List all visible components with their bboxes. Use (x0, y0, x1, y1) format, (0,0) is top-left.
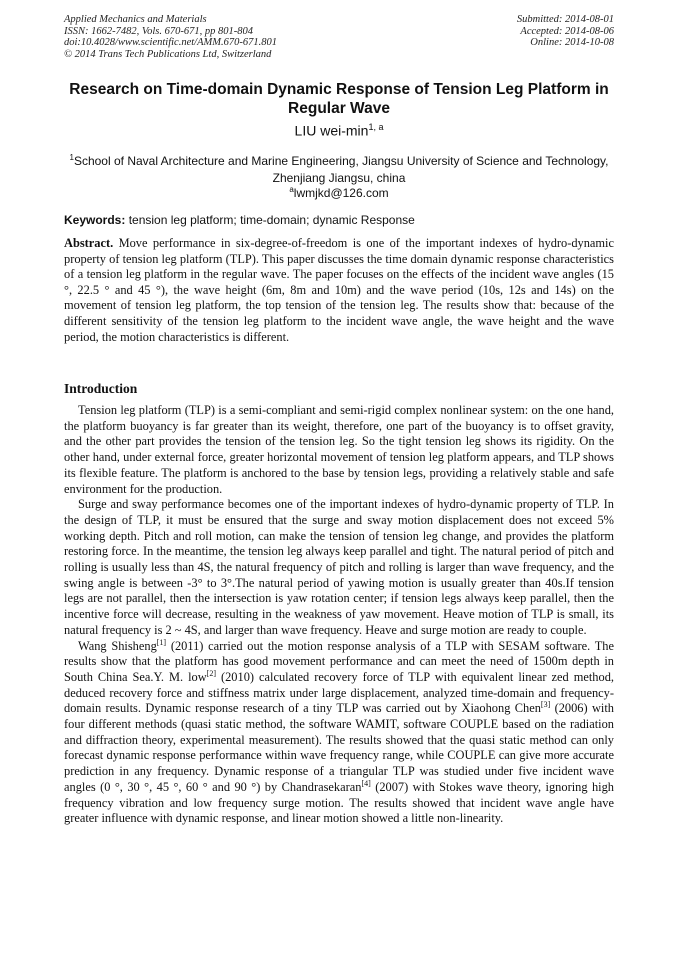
journal-name: Applied Mechanics and Materials (64, 14, 207, 25)
paper-title: Research on Time-domain Dynamic Response of Tension Leg Platform in Regular Wave (69, 81, 609, 117)
author-name: LIU wei-min (294, 122, 369, 139)
doi-line: doi:10.4028/www.scientific.net/AMM.670-671.801 (64, 37, 277, 48)
email-line (0, 185, 678, 200)
introduction-body (64, 403, 614, 827)
intro-paragraph-1: Tension leg platform (TLP) is a semi-compliant and semi-rigid complex nonlinear system: on the one hand, the platform buoyancy is far greater than its weight, therefore, one part of the buoyancy is to offset gravity, and the other part provides the tension of the tension leg. So the tight tension leg shows its rigidity. On the other hand, under external force, greater horizontal movement of tension leg platform appears, and TLP shows its flexible feature. The platform is anchored to the base by tension legs, providing a relatively stable and safe environment for the production. (64, 403, 614, 496)
issn-line: ISSN: 1662-7482, Vols. 670-671, pp 801-804 (64, 25, 253, 37)
affiliation-text: School of Naval Architecture and Marine Engineering, Jiangsu University of Science and Technology, Zhenjiang Jiangsu, china (73, 154, 609, 185)
citation-1: [1] (156, 637, 167, 647)
p3-text-a: Wang Shisheng (78, 638, 157, 653)
email-address: lwmjkd@126.com (293, 186, 389, 200)
p3-text-d: (2006) with four different methods (quasi static method, the software WAMIT, software COUPLE based on the radiation and diffraction theory, experimental measurement). The results showed that the quasi static method can only forecast dynamic response performance within wave frequency range, while COUPLE can give more accurate prediction in any frequency. Dynamic response of a triangular TLP was studied under five incident wave angles (0 °, 30 °, 45 °, 60 ° and 90 °) by Chandrasekaran (64, 701, 614, 794)
citation-4: [4] (361, 778, 371, 788)
keywords-label: Keywords: (64, 213, 126, 227)
submitted-date: Submitted: 2014-08-01 (516, 14, 614, 25)
affiliation (60, 150, 618, 186)
keywords-text: tension leg platform; time-domain; dynamic Response (125, 213, 415, 227)
copyright-line: © 2014 Trans Tech Publications Ltd, Switzerland (64, 48, 272, 60)
p3-text-c: (2010) calculated recovery force of TLP with equivalent linear zed method, deduced recovery force and stiffness matrix under large displacement, analyzed time-domain and frequency-domain results. Dynamic response research of a tiny TLP was carried out by Xiaohong Chen (64, 669, 614, 716)
p3-text-e: (2007) with Stokes wave theory, ignoring high frequency vibration and low frequency surge motion. The results showed that incident wave angle have greater influence with dynamic response, and linear motion showed a little non-linearity. (64, 779, 614, 826)
abstract-label: Abstract. (64, 236, 114, 250)
abstract (64, 236, 614, 345)
author-affil-sup: 1, a (368, 122, 384, 132)
journal-header (64, 14, 277, 60)
author-line (0, 122, 678, 139)
intro-paragraph-3 (64, 639, 614, 827)
keywords (64, 213, 614, 227)
p3-text-b: (2011) carried out the motion response analysis of a TLP with SESAM software. The results show that the platform has good movement performance and can meet the need of 1500m depth in South China Sea.Y. M. low (64, 638, 614, 684)
intro-paragraph-2: Surge and sway performance becomes one of the important indexes of hydro-dynamic property of TLP. In the design of TLP, it must be ensured that the surge and sway motion displacement does not exceed 5% working depth. Pitch and roll motion, can make the tension of tension leg change, and provides the platform restoring force. In the meantime, the tension leg always keep parallel and tight. The natural period of pitch and rolling is usually less than 4S, the natural frequency of pitch and rolling is larger than wave frequency, and the swing angle is between -3° to 3°.The natural period of yawing motion is usually greater than 40s.If tension legs are not parallel, then the intersection is yaw rotation center; if tension legs always keep parallel, then the incentive force will decrease, resulting in the weakness of yaw movement. Heave motion of TLP is small, its natural frequency is 2 ~ 4S, and larger than wave frequency. Heave and surge motion are ready to couple. (64, 497, 614, 637)
affiliation-sup: 1 (69, 153, 74, 162)
section-heading-introduction: Introduction (64, 381, 138, 396)
accepted-date: Accepted: 2014-08-06 (520, 25, 614, 37)
email-sup: a (289, 185, 294, 194)
online-date: Online: 2014-10-08 (530, 37, 614, 48)
citation-3: [3] (540, 700, 551, 710)
dates-header (517, 14, 614, 49)
citation-2: [2] (206, 668, 216, 678)
abstract-text: Move performance in six-degree-of-freedom is one of the important indexes of hydro-dynamic property of tension leg platform (TLP). This paper discusses the time domain dynamic response characteristics of a tension leg platform in the regular wave. The paper focuses on the effects of the incident wave angles (15 °, 22.5 ° and 45 °), the wave height (6m, 8m and 10m) and the wave period (10s, 12s and 14s) on the movement of tension leg platform, the top tension of the tension leg. The results show that: because of the different sensitivity of the tension leg platform to the incident wave angle, the wave height and the wave period, the motion characteristics is different. (64, 236, 614, 344)
